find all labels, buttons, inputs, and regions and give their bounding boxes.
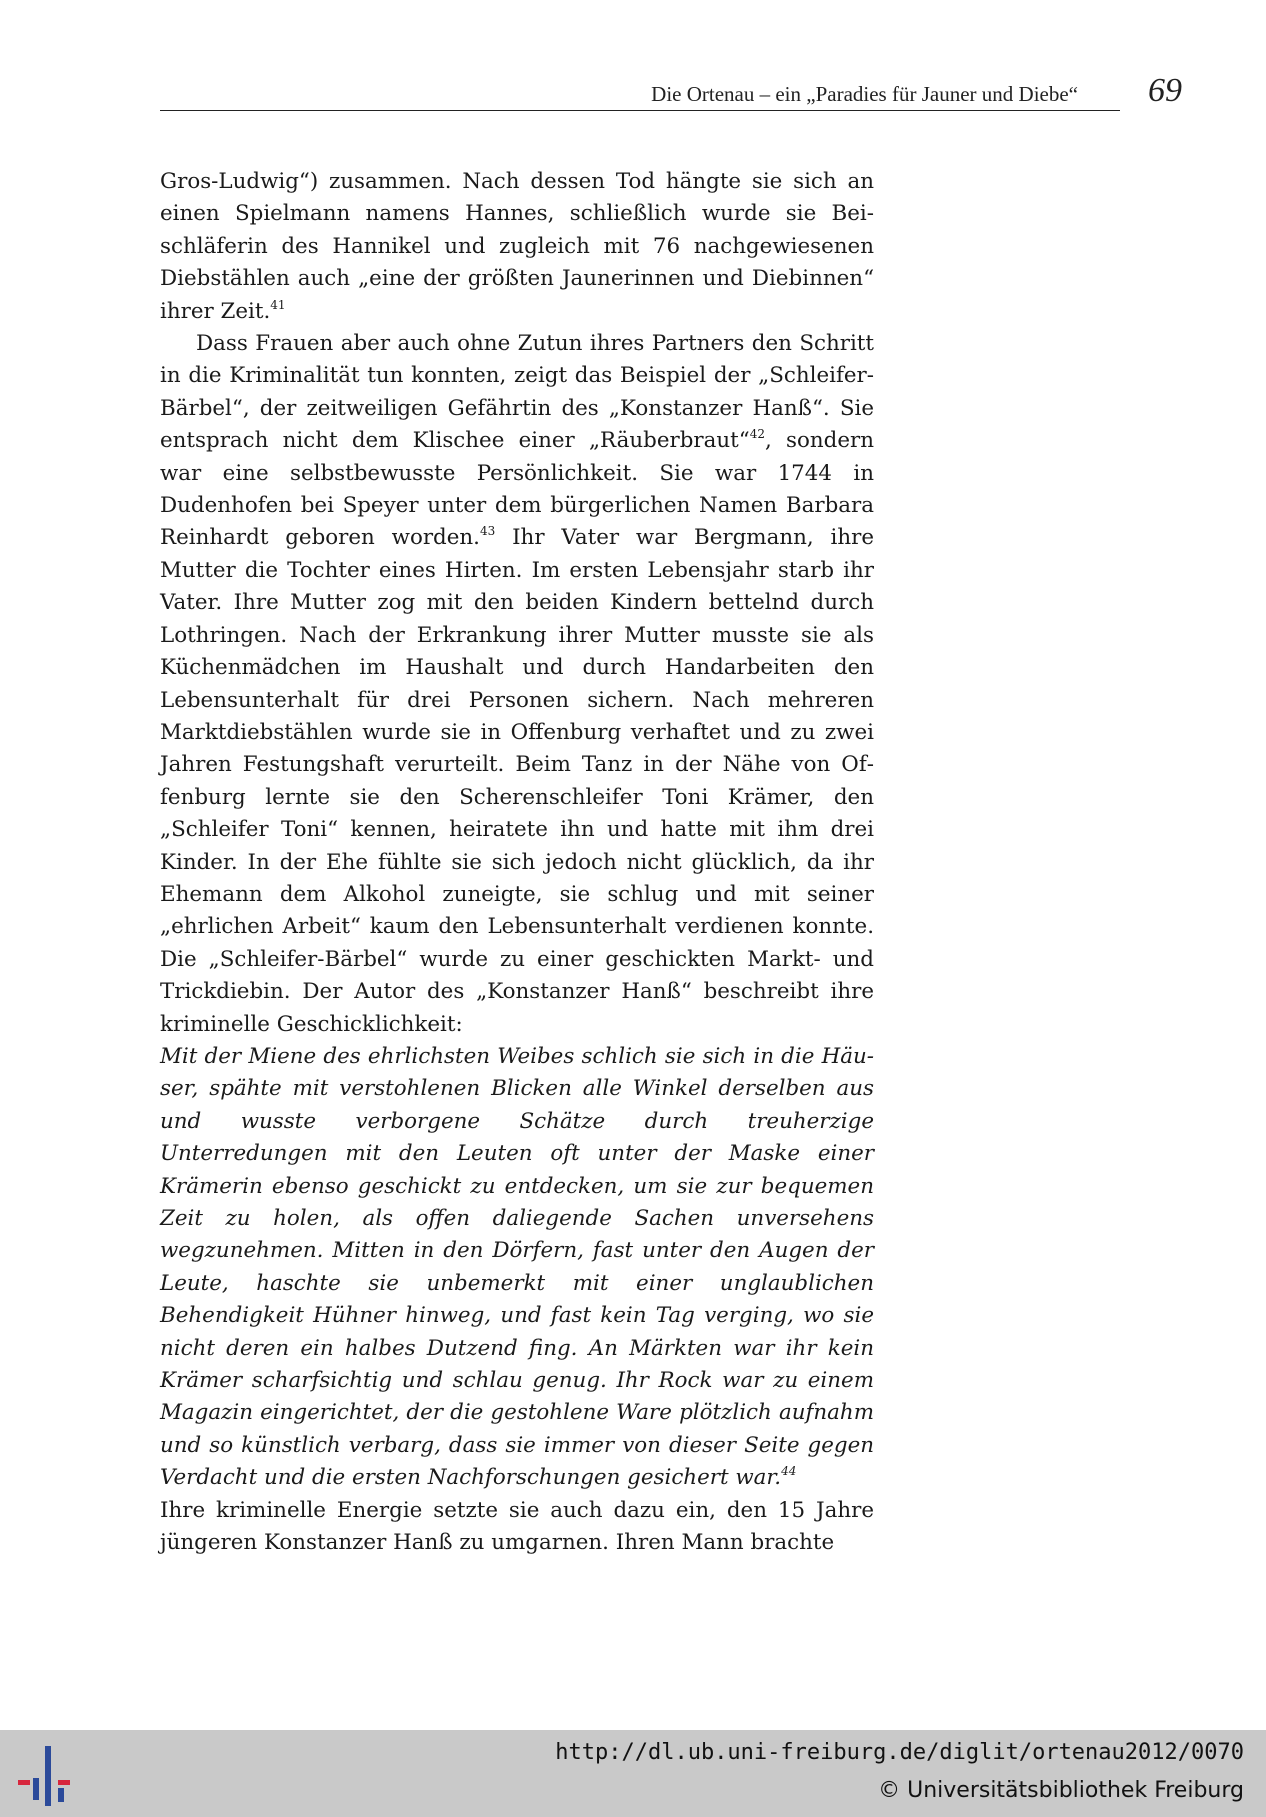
block-quote (160, 1041, 874, 1495)
permalink-url[interactable]: http://dl.ub.uni-freiburg.de/diglit/ortenau2012/0070 (555, 1740, 1244, 1765)
paragraph-2-text-c: Ihr Vater war Bergmann, ihre Mutter die Tochter eines Hirten. Im ersten Lebensjahr starb ihr Vater. Ihre Mutter zog mit den beiden Kindern bettelnd durch Lothringen. Nach der Erkrankung ihrer Mutter musste sie als Küchenmädchen im Haushalt und durch Handarbeiten den Lebensunterhalt für drei Personen sichern. Nach mehreren Marktdiebstählen wurde sie in Offenburg verhaftet und zu zwei Jahren Festungshaft verurteilt. Beim Tanz in der Nähe von Offenburg lernte sie den Scherenschleifer Toni Krämer, den „Schleifer Toni“ kennen, heiratete ihn und hatte mit ihm drei Kinder. In der Ehe fühlte sie sich jedoch nicht glücklich, da ihr Ehemann dem Alkohol zuneigte, sie schlug und mit seiner „ehrlichen Arbeit“ kaum den Lebensunterhalt verdienen konnte. Die „Schleifer-Bärbel“ wurde zu einer geschickten Markt- und Trickdiebin. Der Autor des „Konstanzer Hanß“ beschreibt ihre kriminelle Geschicklichkeit: (160, 525, 875, 1037)
paragraph-2-text-a: Dass Frauen aber auch ohne Zutun ihres Partners den Schritt in die Kriminalität tun konnten, zeigt das Beispiel der „Schleifer-Bärbel“, der zeitweiligen Gefährtin des „Konstanzer Hanß“. Sie entsprach nicht dem Klischee einer „Räuberbraut“ (160, 331, 874, 454)
paragraph-3-text: Ihre kriminelle Energie setzte sie auch dazu ein, den 15 Jahre jüngeren Konstanzer Hanß zu umgarnen. Ihren Mann brachte (160, 1497, 874, 1556)
logo-blue-bar-right (58, 1788, 64, 1802)
paragraph-2 (160, 328, 874, 1041)
copyright-text: © Universitätsbibliothek Freiburg (878, 1778, 1244, 1803)
running-header (160, 72, 1182, 112)
page-number: 69 (1148, 72, 1182, 109)
body-text (160, 166, 874, 1559)
footnote-ref-42: 42 (749, 427, 765, 442)
footnote-ref-43: 43 (480, 524, 496, 539)
paragraph-2-text-b: , sondern war eine selbstbewusste Persönlichkeit. Sie war 1744 in Dudenhofen bei Speyer unter dem bürgerlichen Namen Barbara Reinhardt geboren worden. (160, 428, 874, 551)
logo-blue-bar-tall (45, 1746, 51, 1806)
logo-red-dash-right (58, 1780, 70, 1785)
library-logo-icon (14, 1742, 80, 1808)
paragraph-3 (160, 1495, 874, 1560)
header-rule (160, 110, 1120, 111)
paragraph-1-text: Gros-Ludwig“) zusammen. Nach dessen Tod hängte sie sich an einen Spielmann namens Hannes, schließlich wurde sie Beischläferin des Hannikel und zugleich mit 76 nachgewiesenen Diebstählen auch „eine der größten Jaunerinnen und Diebinnen“ ihrer Zeit. (160, 169, 874, 324)
block-quote-text: Mit der Miene des ehrlichsten Weibes schlich sie sich in die Häuser, spähte mit verstohlenen Blicken alle Winkel derselben aus und wusste verborgene Schätze durch treuherzige Unterredungen mit den Leuten oft unter der Maske einer Krämerin ebenso geschickt zu entdecken, um sie zur bequemen Zeit zu holen, als offen daliegende Sachen unversehens wegzunehmen. Mitten in den Dörfern, fast unter den Augen der Leute, haschte sie unbemerkt mit einer unglaublichen Behendigkeit Hühner hinweg, und fast kein Tag verging, wo sie nicht deren ein halbes Dutzend fing. An Märkten war ihr kein Krämer scharfsichtig und schlau genug. Ihr Rock war zu einem Magazin eingerichtet, der die gestohlene Ware plötzlich aufnahm und so künstlich verbarg, dass sie immer von dieser Seite gegen Verdacht und die ersten Nachforschungen gesichert war. (160, 1043, 874, 1491)
footnote-ref-41: 41 (270, 297, 286, 312)
logo-blue-bar-left (33, 1778, 39, 1800)
running-title: Die Ortenau – ein „Paradies für Jauner und Diebe“ (651, 82, 1078, 106)
library-footer (0, 1730, 1266, 1817)
paragraph-1 (160, 166, 874, 328)
logo-red-dash-left (18, 1780, 30, 1785)
footnote-ref-44: 44 (781, 1464, 797, 1479)
